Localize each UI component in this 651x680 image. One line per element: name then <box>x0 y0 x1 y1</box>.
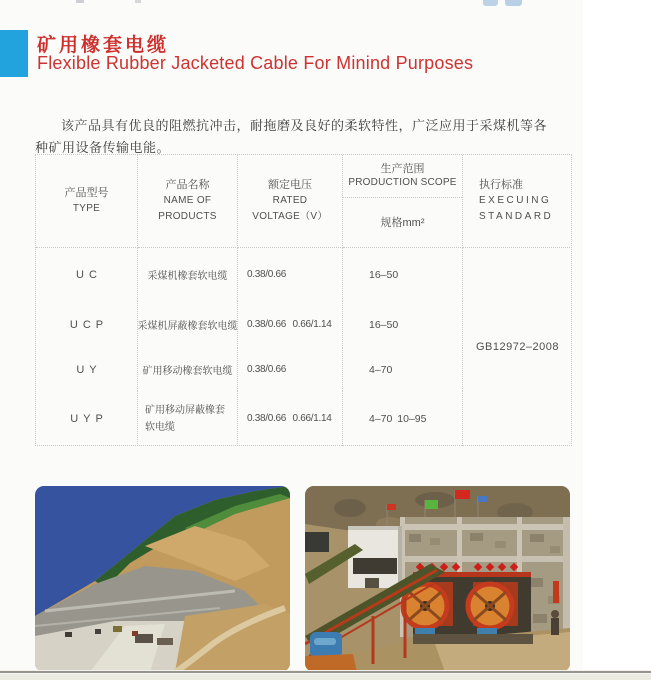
table-row-scope: 16–50 <box>343 301 463 348</box>
open-pit-mine-photo <box>35 486 290 672</box>
table-row-scope: 4–70 10–95 <box>343 391 463 446</box>
product-intro-paragraph: 该产品具有优良的阻燃抗冲击，耐拖磨及良好的柔软特性，广泛应用于采煤机等各种矿用设备传输电能。 <box>35 118 548 155</box>
cropped-blue-icon[interactable] <box>483 0 498 6</box>
table-row-type: UY <box>36 348 138 391</box>
header-name <box>138 155 238 248</box>
table-row-type: UYP <box>36 391 138 446</box>
mine-site-conveyor-photo <box>305 486 570 672</box>
header-name-en: NAME OF PRODUCTS <box>158 195 217 222</box>
open-pit-mine-illustration <box>35 486 290 672</box>
header-voltage-cn: 额定电压 <box>268 179 312 191</box>
blue-accent-square <box>0 30 28 77</box>
header-voltage-en1: RATED <box>272 195 308 206</box>
table-row-name: 矿用移动橡套软电缆 <box>138 348 238 391</box>
table-row-type: UC <box>36 248 138 301</box>
header-voltage-en2: VOLTAGE（V） <box>252 211 328 222</box>
header-type-cn: 产品型号 <box>64 187 109 199</box>
header-standard-en2: STANDARD <box>479 211 554 222</box>
header-scope-spec-label: 规格mm² <box>380 216 425 229</box>
page-title-english: Flexible Rubber Jacketed Cable For Minind Purposes <box>37 53 474 73</box>
header-standard-en1: EXECUING <box>479 195 552 206</box>
cable-spec-table <box>35 154 572 446</box>
header-scope-spec <box>343 198 462 247</box>
cropped-text-fragment <box>135 0 141 3</box>
header-type <box>36 155 138 248</box>
table-row-voltage: 0.38/0.66 0.66/1.14 <box>238 391 343 446</box>
header-scope-en: PRODUCTION SCOPE <box>348 177 457 188</box>
table-row-type: UCP <box>36 301 138 348</box>
header-type-en: TYPE <box>72 203 101 214</box>
cropped-blue-icon[interactable] <box>505 0 522 6</box>
page-title-chinese: 矿用橡套电缆 <box>37 35 170 56</box>
table-row-name: 矿用移动屏蔽橡套软电缆 <box>138 391 238 446</box>
cropped-text-fragment <box>76 0 84 3</box>
table-row-voltage: 0.38/0.66 0.66/1.14 <box>238 301 343 348</box>
table-row-voltage: 0.38/0.66 <box>238 248 343 301</box>
header-name-cn: 产品名称 <box>165 179 210 191</box>
header-scope-cn: 生产范围 <box>380 163 425 175</box>
table-row-name: 采煤机橡套软电缆 <box>138 248 238 301</box>
header-production-scope <box>343 155 463 248</box>
header-scope-top <box>343 155 462 198</box>
header-standard <box>463 155 572 248</box>
table-row-scope: 16–50 <box>343 248 463 301</box>
table-row-name: 采煤机屏蔽橡套软电缆 <box>138 301 238 348</box>
standard-value: GB12972–2008 <box>475 341 560 353</box>
mine-site-illustration <box>305 486 570 672</box>
table-row-scope: 4–70 <box>343 348 463 391</box>
header-voltage <box>238 155 343 248</box>
page-bottom-bar <box>0 670 651 679</box>
table-row-voltage: 0.38/0.66 <box>238 348 343 391</box>
header-standard-cn: 执行标准 <box>479 179 523 191</box>
